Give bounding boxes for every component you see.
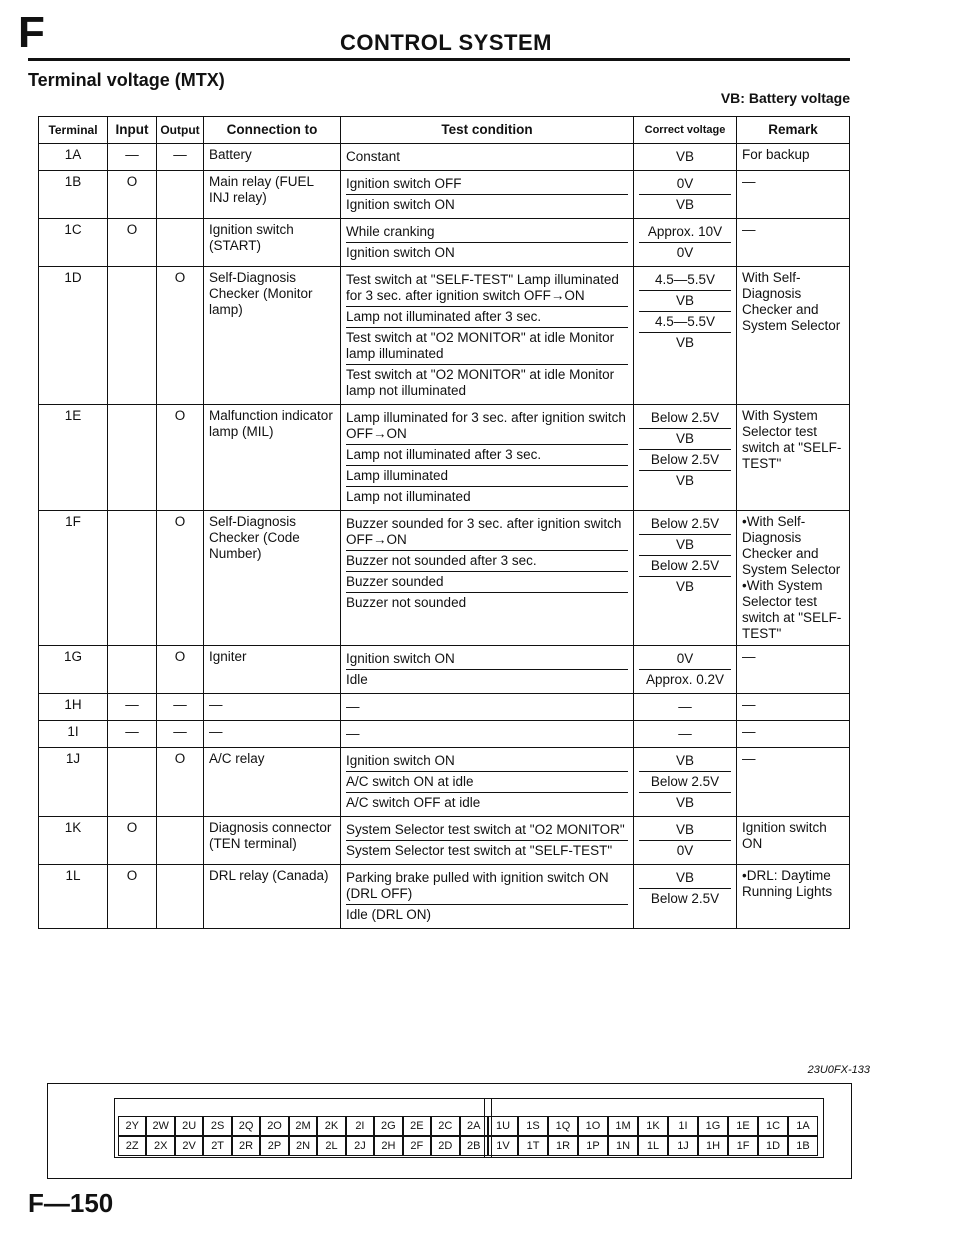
test-condition: Ignition switch ON bbox=[346, 197, 455, 212]
connector-pin: 1K bbox=[638, 1116, 668, 1136]
connector-pin: 2D bbox=[431, 1136, 459, 1156]
remark-cell: Ignition switch ON bbox=[737, 817, 850, 865]
correct-voltage: VB bbox=[675, 197, 694, 212]
connector-pin: 2R bbox=[232, 1136, 260, 1156]
table-row bbox=[39, 144, 850, 171]
correct-voltage: Below 2.5V bbox=[639, 408, 731, 429]
table-header-row bbox=[39, 117, 850, 144]
terminal-cell: 1I bbox=[39, 721, 108, 748]
col-header-input: Input bbox=[108, 117, 157, 144]
connector-pin: 2J bbox=[346, 1136, 374, 1156]
connector-pin: 1I bbox=[668, 1116, 698, 1136]
test-condition: Lamp not illuminated after 3 sec. bbox=[346, 445, 628, 466]
correct-voltage: VB bbox=[639, 820, 731, 841]
table-row bbox=[39, 511, 850, 646]
test-condition: A/C switch OFF at idle bbox=[346, 795, 481, 810]
connector-pin: 2F bbox=[403, 1136, 431, 1156]
correct-voltage: VB bbox=[639, 868, 731, 889]
connector-pin: 2I bbox=[346, 1116, 374, 1136]
connector-pin: 1P bbox=[578, 1136, 608, 1156]
connection-cell: Self-Diagnosis Checker (Monitor lamp) bbox=[204, 267, 341, 405]
voltage-cell bbox=[634, 817, 737, 865]
test-condition-cell bbox=[341, 171, 634, 219]
correct-voltage: Below 2.5V bbox=[639, 772, 731, 793]
correct-voltage: Below 2.5V bbox=[650, 891, 720, 906]
test-condition-cell bbox=[341, 721, 634, 748]
input-cell bbox=[108, 405, 157, 511]
test-condition: Buzzer not sounded bbox=[346, 595, 467, 610]
test-condition: Buzzer sounded bbox=[346, 572, 628, 593]
table-row bbox=[39, 694, 850, 721]
voltage-cell bbox=[634, 171, 737, 219]
correct-voltage: VB bbox=[675, 149, 694, 164]
terminal-cell: 1C bbox=[39, 219, 108, 267]
connector-pins-left bbox=[118, 1116, 488, 1156]
input-cell: — bbox=[108, 694, 157, 721]
connector-pin: 2K bbox=[317, 1116, 345, 1136]
correct-voltage: VB bbox=[639, 535, 731, 556]
output-cell: O bbox=[157, 646, 204, 694]
input-cell: — bbox=[108, 721, 157, 748]
connector-pin: 2E bbox=[403, 1116, 431, 1136]
connector-pin: 2A bbox=[460, 1116, 488, 1136]
table-row bbox=[39, 817, 850, 865]
terminal-cell: 1A bbox=[39, 144, 108, 171]
test-condition-cell bbox=[341, 694, 634, 721]
output-cell: O bbox=[157, 748, 204, 817]
correct-voltage: VB bbox=[675, 335, 694, 350]
col-header-connection: Connection to bbox=[204, 117, 341, 144]
voltage-cell bbox=[634, 748, 737, 817]
output-cell: O bbox=[157, 405, 204, 511]
col-header-remark: Remark bbox=[737, 117, 850, 144]
remark-cell: — bbox=[737, 646, 850, 694]
connector-pin: 1J bbox=[668, 1136, 698, 1156]
connector-pin: 1H bbox=[698, 1136, 728, 1156]
test-condition: Lamp illuminated bbox=[346, 466, 628, 487]
connector-pin: 2H bbox=[374, 1136, 402, 1156]
terminal-cell: 1K bbox=[39, 817, 108, 865]
section-letter: F bbox=[18, 8, 45, 57]
connection-cell: DRL relay (Canada) bbox=[204, 865, 341, 929]
correct-voltage: Approx. 10V bbox=[639, 222, 731, 243]
test-condition: Lamp not illuminated after 3 sec. bbox=[346, 307, 628, 328]
test-condition: System Selector test switch at "O2 MONITOR" bbox=[346, 820, 628, 841]
connection-cell: A/C relay bbox=[204, 748, 341, 817]
table-row bbox=[39, 219, 850, 267]
remark-cell: With System Selector test switch at "SELF-TEST" bbox=[737, 405, 850, 511]
connection-cell: — bbox=[204, 694, 341, 721]
correct-voltage: 0V bbox=[639, 649, 731, 670]
voltage-cell bbox=[634, 405, 737, 511]
terminal-voltage-table bbox=[38, 116, 850, 929]
test-condition: Test switch at "SELF-TEST" Lamp illuminated for 3 sec. after ignition switch OFF→ON bbox=[346, 270, 628, 307]
connector-pin: 1G bbox=[698, 1116, 728, 1136]
connection-cell: — bbox=[204, 721, 341, 748]
connector-pin: 2L bbox=[317, 1136, 345, 1156]
test-condition-cell bbox=[341, 267, 634, 405]
output-cell: O bbox=[157, 267, 204, 405]
input-cell bbox=[108, 267, 157, 405]
table-row bbox=[39, 405, 850, 511]
correct-voltage: Below 2.5V bbox=[639, 556, 731, 577]
correct-voltage: VB bbox=[639, 429, 731, 450]
connector-pin: 1O bbox=[578, 1116, 608, 1136]
test-condition-cell bbox=[341, 219, 634, 267]
test-condition-cell bbox=[341, 511, 634, 646]
test-condition: Test switch at "O2 MONITOR" at idle Monitor lamp not illuminated bbox=[346, 367, 615, 398]
correct-voltage: — bbox=[678, 726, 692, 741]
table-row bbox=[39, 865, 850, 929]
output-cell: — bbox=[157, 694, 204, 721]
connector-pin: 1D bbox=[758, 1136, 788, 1156]
connection-cell: Diagnosis connector (TEN terminal) bbox=[204, 817, 341, 865]
connector-pin: 1S bbox=[518, 1116, 548, 1136]
battery-voltage-note: VB: Battery voltage bbox=[720, 90, 850, 106]
connector-pin: 2T bbox=[203, 1136, 231, 1156]
col-header-output: Output bbox=[157, 117, 204, 144]
remark-cell: — bbox=[737, 219, 850, 267]
test-condition: A/C switch ON at idle bbox=[346, 772, 628, 793]
output-cell: — bbox=[157, 721, 204, 748]
test-condition: Buzzer sounded for 3 sec. after ignition switch OFF→ON bbox=[346, 514, 628, 551]
table-row bbox=[39, 267, 850, 405]
output-cell: — bbox=[157, 144, 204, 171]
connector-pin: 1L bbox=[638, 1136, 668, 1156]
remark-cell: — bbox=[737, 171, 850, 219]
input-cell: — bbox=[108, 144, 157, 171]
input-cell bbox=[108, 511, 157, 646]
test-condition: Ignition switch ON bbox=[346, 245, 455, 260]
connection-cell: Igniter bbox=[204, 646, 341, 694]
output-cell bbox=[157, 817, 204, 865]
correct-voltage: 4.5—5.5V bbox=[639, 270, 731, 291]
connector-pin: 2C bbox=[431, 1116, 459, 1136]
voltage-cell bbox=[634, 721, 737, 748]
correct-voltage: VB bbox=[675, 795, 694, 810]
table-row bbox=[39, 721, 850, 748]
header-rule bbox=[28, 58, 850, 61]
input-cell: O bbox=[108, 171, 157, 219]
terminal-cell: 1L bbox=[39, 865, 108, 929]
terminal-cell: 1D bbox=[39, 267, 108, 405]
connector-pin: 1M bbox=[608, 1116, 638, 1136]
connector-pin: 1B bbox=[788, 1136, 818, 1156]
connector-pin: 1C bbox=[758, 1116, 788, 1136]
correct-voltage: Below 2.5V bbox=[639, 514, 731, 535]
test-condition: — bbox=[346, 726, 360, 741]
test-condition: Parking brake pulled with ignition switch ON (DRL OFF) bbox=[346, 868, 628, 905]
connector-pins-right bbox=[488, 1116, 818, 1156]
input-cell: O bbox=[108, 219, 157, 267]
connector-pin: 2U bbox=[175, 1116, 203, 1136]
input-cell bbox=[108, 748, 157, 817]
voltage-cell bbox=[634, 219, 737, 267]
test-condition-cell bbox=[341, 405, 634, 511]
correct-voltage: Approx. 0.2V bbox=[645, 672, 725, 687]
remark-cell: — bbox=[737, 721, 850, 748]
terminal-cell: 1E bbox=[39, 405, 108, 511]
correct-voltage: VB bbox=[639, 751, 731, 772]
voltage-cell bbox=[634, 267, 737, 405]
table-row bbox=[39, 748, 850, 817]
correct-voltage: Below 2.5V bbox=[639, 450, 731, 471]
remark-cell: •DRL: Daytime Running Lights bbox=[737, 865, 850, 929]
section-heading: Terminal voltage (MTX) bbox=[28, 70, 225, 90]
test-condition-cell bbox=[341, 817, 634, 865]
col-header-test-condition: Test condition bbox=[341, 117, 634, 144]
correct-voltage: 0V bbox=[639, 174, 731, 195]
remark-cell: For backup bbox=[737, 144, 850, 171]
terminal-cell: 1B bbox=[39, 171, 108, 219]
remark-cell: With Self-Diagnosis Checker and System Selector bbox=[737, 267, 850, 405]
connector-pin: 2Q bbox=[232, 1116, 260, 1136]
input-cell bbox=[108, 646, 157, 694]
test-condition-cell bbox=[341, 865, 634, 929]
voltage-cell bbox=[634, 511, 737, 646]
col-header-correct-voltage: Correct voltage bbox=[634, 117, 737, 144]
connector-pin: 1F bbox=[728, 1136, 758, 1156]
remark-cell: — bbox=[737, 694, 850, 721]
test-condition: Constant bbox=[346, 149, 401, 164]
test-condition: System Selector test switch at "SELF-TEST" bbox=[346, 843, 613, 858]
connector-diagram bbox=[47, 1083, 852, 1179]
connection-cell: Malfunction indicator lamp (MIL) bbox=[204, 405, 341, 511]
connection-cell: Self-Diagnosis Checker (Code Number) bbox=[204, 511, 341, 646]
output-cell: O bbox=[157, 511, 204, 646]
figure-code: 23U0FX-133 bbox=[807, 1064, 870, 1076]
correct-voltage: 0V bbox=[676, 843, 694, 858]
connector-pin: 2Y bbox=[118, 1116, 146, 1136]
connector-pin: 2G bbox=[374, 1116, 402, 1136]
page-title: CONTROL SYSTEM bbox=[340, 30, 552, 55]
connector-pin: 1E bbox=[728, 1116, 758, 1136]
voltage-cell bbox=[634, 865, 737, 929]
connection-cell: Battery bbox=[204, 144, 341, 171]
remark-cell: •With Self-Diagnosis Checker and System Selector •With System Selector test switch at "SELF-TEST" bbox=[737, 511, 850, 646]
connector-pin: 2P bbox=[260, 1136, 288, 1156]
connector-pin: 2B bbox=[460, 1136, 488, 1156]
col-header-terminal: Terminal bbox=[39, 117, 108, 144]
terminal-cell: 1F bbox=[39, 511, 108, 646]
test-condition: Lamp not illuminated bbox=[346, 489, 471, 504]
table-body bbox=[39, 144, 850, 929]
connection-cell: Ignition switch (START) bbox=[204, 219, 341, 267]
remark-cell: — bbox=[737, 748, 850, 817]
connector-pin: 2O bbox=[260, 1116, 288, 1136]
test-condition: Lamp illuminated for 3 sec. after ignition switch OFF→ON bbox=[346, 408, 628, 445]
connector-pin: 2M bbox=[289, 1116, 317, 1136]
test-condition: While cranking bbox=[346, 222, 628, 243]
connector-pin: 1V bbox=[488, 1136, 518, 1156]
connector-pin: 1U bbox=[488, 1116, 518, 1136]
connection-cell: Main relay (FUEL INJ relay) bbox=[204, 171, 341, 219]
voltage-cell bbox=[634, 144, 737, 171]
correct-voltage: 0V bbox=[676, 245, 694, 260]
test-condition-cell bbox=[341, 144, 634, 171]
test-condition: Ignition switch OFF bbox=[346, 174, 628, 195]
output-cell bbox=[157, 865, 204, 929]
connector-pin: 1Q bbox=[548, 1116, 578, 1136]
correct-voltage: VB bbox=[675, 473, 694, 488]
test-condition: Idle (DRL ON) bbox=[346, 907, 432, 922]
connector-pin: 2Z bbox=[118, 1136, 146, 1156]
voltage-cell bbox=[634, 646, 737, 694]
terminal-cell: 1H bbox=[39, 694, 108, 721]
test-condition: Test switch at "O2 MONITOR" at idle Monitor lamp illuminated bbox=[346, 328, 628, 365]
terminal-cell: 1J bbox=[39, 748, 108, 817]
page-number: F—150 bbox=[28, 1188, 114, 1218]
correct-voltage: 4.5—5.5V bbox=[639, 312, 731, 333]
connector-pin: 1T bbox=[518, 1136, 548, 1156]
table-row bbox=[39, 171, 850, 219]
connector-pin: 1N bbox=[608, 1136, 638, 1156]
output-cell bbox=[157, 171, 204, 219]
correct-voltage: VB bbox=[675, 579, 694, 594]
test-condition: Buzzer not sounded after 3 sec. bbox=[346, 551, 628, 572]
test-condition-cell bbox=[341, 646, 634, 694]
connector-pin: 2X bbox=[146, 1136, 174, 1156]
connector-pin: 1A bbox=[788, 1116, 818, 1136]
output-cell bbox=[157, 219, 204, 267]
test-condition: Ignition switch ON bbox=[346, 649, 628, 670]
table-row bbox=[39, 646, 850, 694]
connector-pin: 2W bbox=[146, 1116, 174, 1136]
test-condition: Ignition switch ON bbox=[346, 751, 628, 772]
test-condition-cell bbox=[341, 748, 634, 817]
connector-pin: 2N bbox=[289, 1136, 317, 1156]
correct-voltage: VB bbox=[639, 291, 731, 312]
input-cell: O bbox=[108, 865, 157, 929]
terminal-cell: 1G bbox=[39, 646, 108, 694]
connector-pin: 2V bbox=[175, 1136, 203, 1156]
connector-pin: 2S bbox=[203, 1116, 231, 1136]
correct-voltage: — bbox=[678, 699, 692, 714]
connector-pin: 1R bbox=[548, 1136, 578, 1156]
test-condition: — bbox=[346, 699, 360, 714]
voltage-cell bbox=[634, 694, 737, 721]
input-cell: O bbox=[108, 817, 157, 865]
test-condition: Idle bbox=[346, 672, 368, 687]
